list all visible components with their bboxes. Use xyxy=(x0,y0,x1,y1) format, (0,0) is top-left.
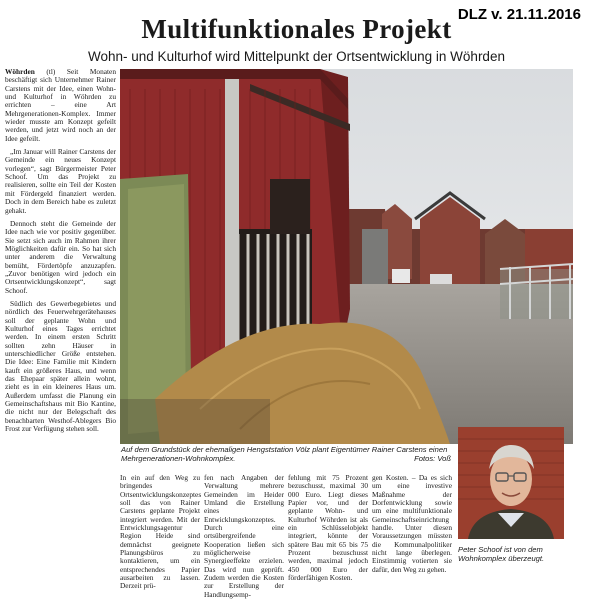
paragraph-3: Dennoch steht die Gemeinde der Idee nach wie vor positiv gegenüber. Sie setzt sich auch im Rahmen ihrer Möglichkeiten dafür ein. So hat sich unter anderem die Verwaltung bemüht, Fördertöpfe anzuzapfen. „Zuvor benötigen wird jedoch ein Ortsentwicklungskonzept“, sagt Schoof. xyxy=(5,218,116,295)
column-3: fehlung mit 75 Prozent bezuschusst, maximal 30 000 Euro. Liegt dieses Papier vor, und der geplante Wohn- und Kulturhof Wöhrden ist als ein Schlüsselobjekt integriert, könnte der spätere Bau mit 65 bis 75 Prozent bezuschusst werden, maximal jedoch 450 000 Euro der förderfähigen Kosten. xyxy=(288,473,368,583)
column-4: gen Kosten. – Da es sich um eine investive Maßnahme der Dorfentwicklung sowie um eine multifunktionale Gemeinschaftseinrichtung handle. Unter diesen Voraussetzungen müssten die Kommunalpolitiker nicht lange überlegen. Einstimmig votierten sie dafür, den Weg zu gehen. xyxy=(372,473,452,574)
lead-text: (tl) Seit Monaten beschäftigt sich Unternehmer Rainer Carstens mit der Idee, einen Wohn- und Kulturhof in Wöhrden zu errichten – eine Art Mehrgenerationen-Komplex. Immer wieder musste am Konzept gefeilt werden, und jetzt wird noch an der Idee gefeilt. xyxy=(5,67,116,143)
photo-caption xyxy=(121,445,451,463)
headline: Multifunktionales Projekt xyxy=(141,14,452,44)
source-tag: DLZ v. 21.11.2016 xyxy=(457,6,581,23)
article-columns-bottom xyxy=(120,473,454,599)
article-column-left xyxy=(5,68,116,438)
paragraph-4: Südlich des Gewerbegebietes und nördlich des Feuerwehrgerätehauses soll der geplante Wohn und Kulturhof eines Tages errichtet werden. In einem ersten Schritt sollten zehn Häuser in unterschiedlicher Größe entstehen. Die Idee: Eine Familie mit Kindern kauft ein größeres Haus, und wenn das Ehepaar später allein wohnt, zieht es in ein kleineres Haus um. Außerdem umfasst die Planung ein Gemeinschaftshaus mit Bio Kantine, die nicht nur der Belegschaft des benachbarten Westhof-Ablegers Bio Frost zur Verfügung stehen soll. xyxy=(5,298,116,434)
portrait-caption: Peter Schoof ist von dem Wohnkomplex überzeugt. xyxy=(458,545,545,563)
barn-photo xyxy=(120,69,573,444)
column-1: In ein auf den Weg zu bringendes Ortsentwicklungskonzeptes soll das von Rainer Carstens geplante Projekt integriert werden. Mit der Entwicklungsagentur Region Heide sind demnächst geeignete Planungsbüros zu kontaktieren, um ein entsprechendes Papier ausarbeiten zu lassen. Derzeit prü- xyxy=(120,473,202,591)
paragraph-2: „Im Januar will Rainer Carstens der Gemeinde ein neues Konzept vorlegen“, sagt Bürgermeister Peter Schoof. Um das Projekt zu realisieren, sollte ein Teil der Kosten mit Fördergeld finanziert werden. Doch in dem Bereich habe es zuletzt gehakt. xyxy=(5,147,116,215)
column-2: fen nach Angaben der Verwaltung mehrere Gemeinden im Heider Umland die Erstellung eines Entwicklungskonzeptes. Durch eine ortsübergreifende Kooperation ließen sich möglicherweise Synergieeffekte erzielen. Das wird nun geprüft. Zudem werden die Kosten zur Erstellung der Handlungsemp- xyxy=(204,473,284,599)
dateline: Wöhrden xyxy=(5,67,35,76)
photo-caption-text: Auf dem Grundstück der ehemaligen Hengststation Völz plant Eigentümer Rainer Carstens einen Mehrgenerationen-Wohnkomplex. xyxy=(121,445,448,463)
lead-paragraph xyxy=(5,68,116,143)
subheadline: Wohn- und Kulturhof wird Mittelpunkt der Ortsentwicklung in Wöhrden xyxy=(88,49,505,64)
photo-credit: Fotos: Voß xyxy=(414,454,451,463)
portrait-photo xyxy=(458,427,564,539)
